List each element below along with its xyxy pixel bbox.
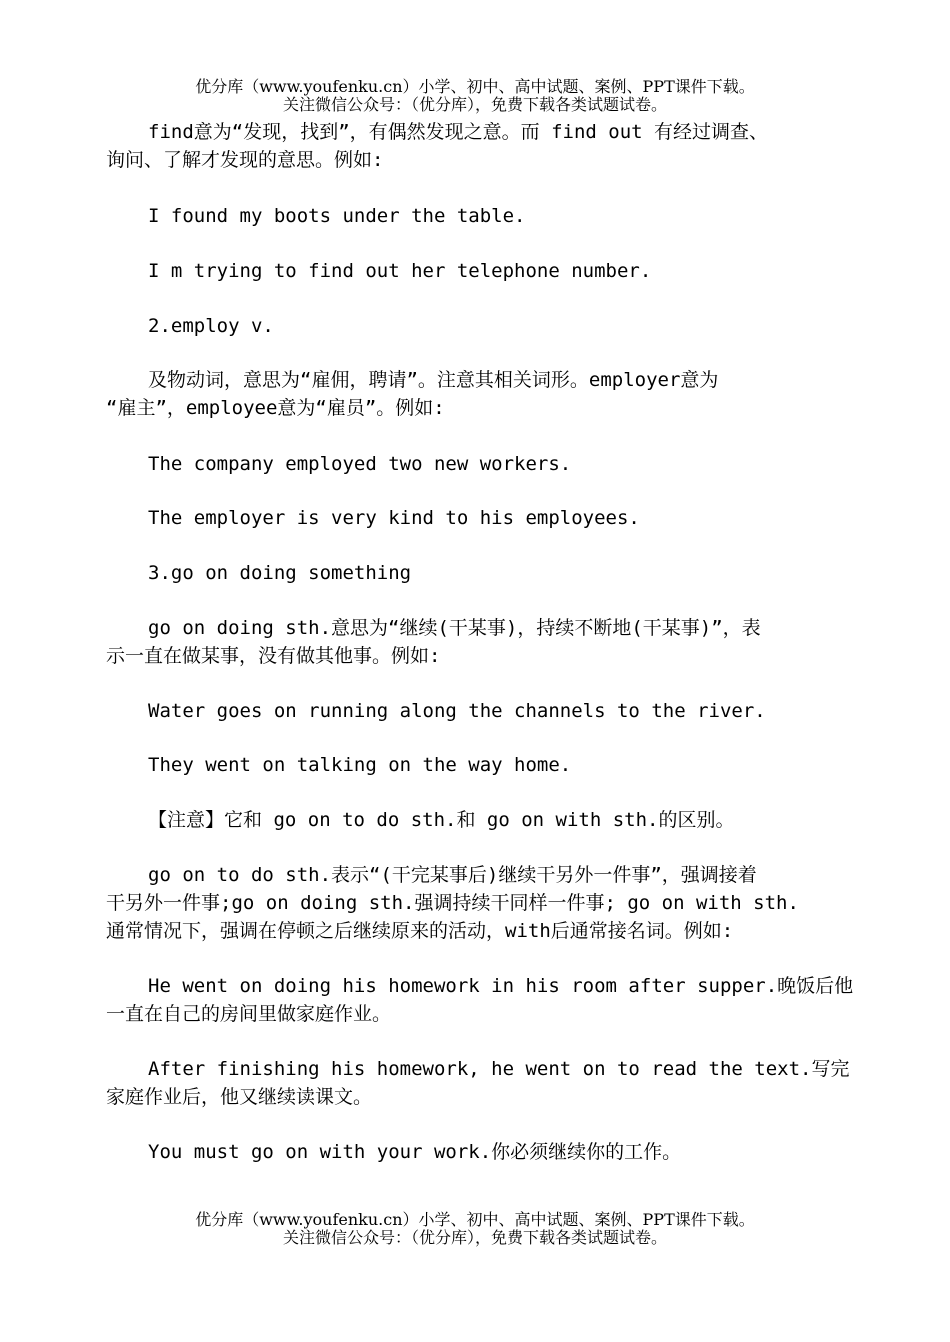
section-heading-go-on bbox=[106, 559, 846, 587]
paragraph-line: “雇主”，employee意为“雇员”。例如: bbox=[106, 397, 445, 419]
example-sentence bbox=[106, 1138, 846, 1166]
note-paragraph bbox=[106, 806, 846, 834]
paragraph-line: I m trying to find out her telephone number. bbox=[148, 260, 652, 282]
paragraph-line: Water goes on running along the channels to the river. bbox=[148, 700, 766, 722]
paragraph-line: They went on talking on the way home. bbox=[148, 754, 572, 776]
example-sentence bbox=[106, 751, 846, 779]
paragraph-go-on-doing bbox=[106, 614, 846, 670]
example-sentence bbox=[106, 504, 846, 532]
example-sentence bbox=[106, 257, 846, 285]
paragraph-employ bbox=[106, 366, 846, 422]
example-sentence bbox=[106, 697, 846, 725]
paragraph-line: 3.go on doing something bbox=[148, 562, 412, 584]
paragraph-line: The company employed two new workers. bbox=[148, 453, 572, 475]
example-sentence bbox=[106, 972, 854, 1028]
paragraph-line: After finishing his homework, he went on to read the text.写完 bbox=[148, 1058, 850, 1080]
paragraph-line: He went on doing his homework in his room after supper.晚饭后他 bbox=[148, 975, 854, 997]
section-heading-employ bbox=[106, 312, 846, 340]
paragraph-line: 询问、了解才发现的意思。例如: bbox=[106, 149, 384, 171]
paragraph-line: 示一直在做某事，没有做其他事。例如: bbox=[106, 645, 441, 667]
page-footer bbox=[0, 1211, 950, 1247]
paragraph-line: 家庭作业后，他又继续读课文。 bbox=[106, 1086, 373, 1108]
paragraph-line: The employer is very kind to his employees. bbox=[148, 507, 640, 529]
example-sentence bbox=[106, 202, 846, 230]
paragraph-line: I found my boots under the table. bbox=[148, 205, 526, 227]
page-header bbox=[0, 78, 950, 114]
paragraph-line: 干另外一件事;go on doing sth.强调持续干同样一件事; go on with sth. bbox=[106, 892, 799, 914]
paragraph-line: You must go on with your work.你必须继续你的工作。 bbox=[148, 1141, 682, 1163]
paragraph-line: go on doing sth.意思为“继续(干某事)，持续不断地(干某事)”，表 bbox=[148, 617, 761, 639]
paragraph-line: 一直在自己的房间里做家庭作业。 bbox=[106, 1003, 392, 1025]
paragraph-line: go on to do sth.表示“(干完某事后)继续干另外一件事”，强调接着 bbox=[148, 864, 757, 886]
paragraph-line: 及物动词，意思为“雇佣，聘请”。注意其相关词形。employer意为 bbox=[148, 369, 719, 391]
footer-line-1: 优分库（www.youfenku.cn）小学、初中、高中试题、案例、PPT课件下载。 bbox=[195, 1210, 755, 1229]
paragraph-line: 【注意】它和 go on to do sth.和 go on with sth.的区别。 bbox=[148, 809, 735, 831]
example-sentence bbox=[106, 1055, 850, 1111]
paragraph-comparison bbox=[106, 861, 846, 945]
paragraph-line: 通常情况下，强调在停顿之后继续原来的活动，with后通常接名词。例如: bbox=[106, 920, 734, 942]
header-line-1: 优分库（www.youfenku.cn）小学、初中、高中试题、案例、PPT课件下载。 bbox=[195, 77, 755, 96]
footer-line-2: 关注微信公众号：（优分库），免费下载各类试题试卷。 bbox=[282, 1228, 667, 1247]
paragraph-line: find意为“发现，找到”，有偶然发现之意。而 find out 有经过调查、 bbox=[148, 121, 769, 143]
example-sentence bbox=[106, 450, 846, 478]
paragraph-find bbox=[106, 118, 846, 174]
header-line-2: 关注微信公众号：（优分库），免费下载各类试题试卷。 bbox=[282, 95, 667, 114]
paragraph-line: 2.employ v. bbox=[148, 315, 274, 337]
